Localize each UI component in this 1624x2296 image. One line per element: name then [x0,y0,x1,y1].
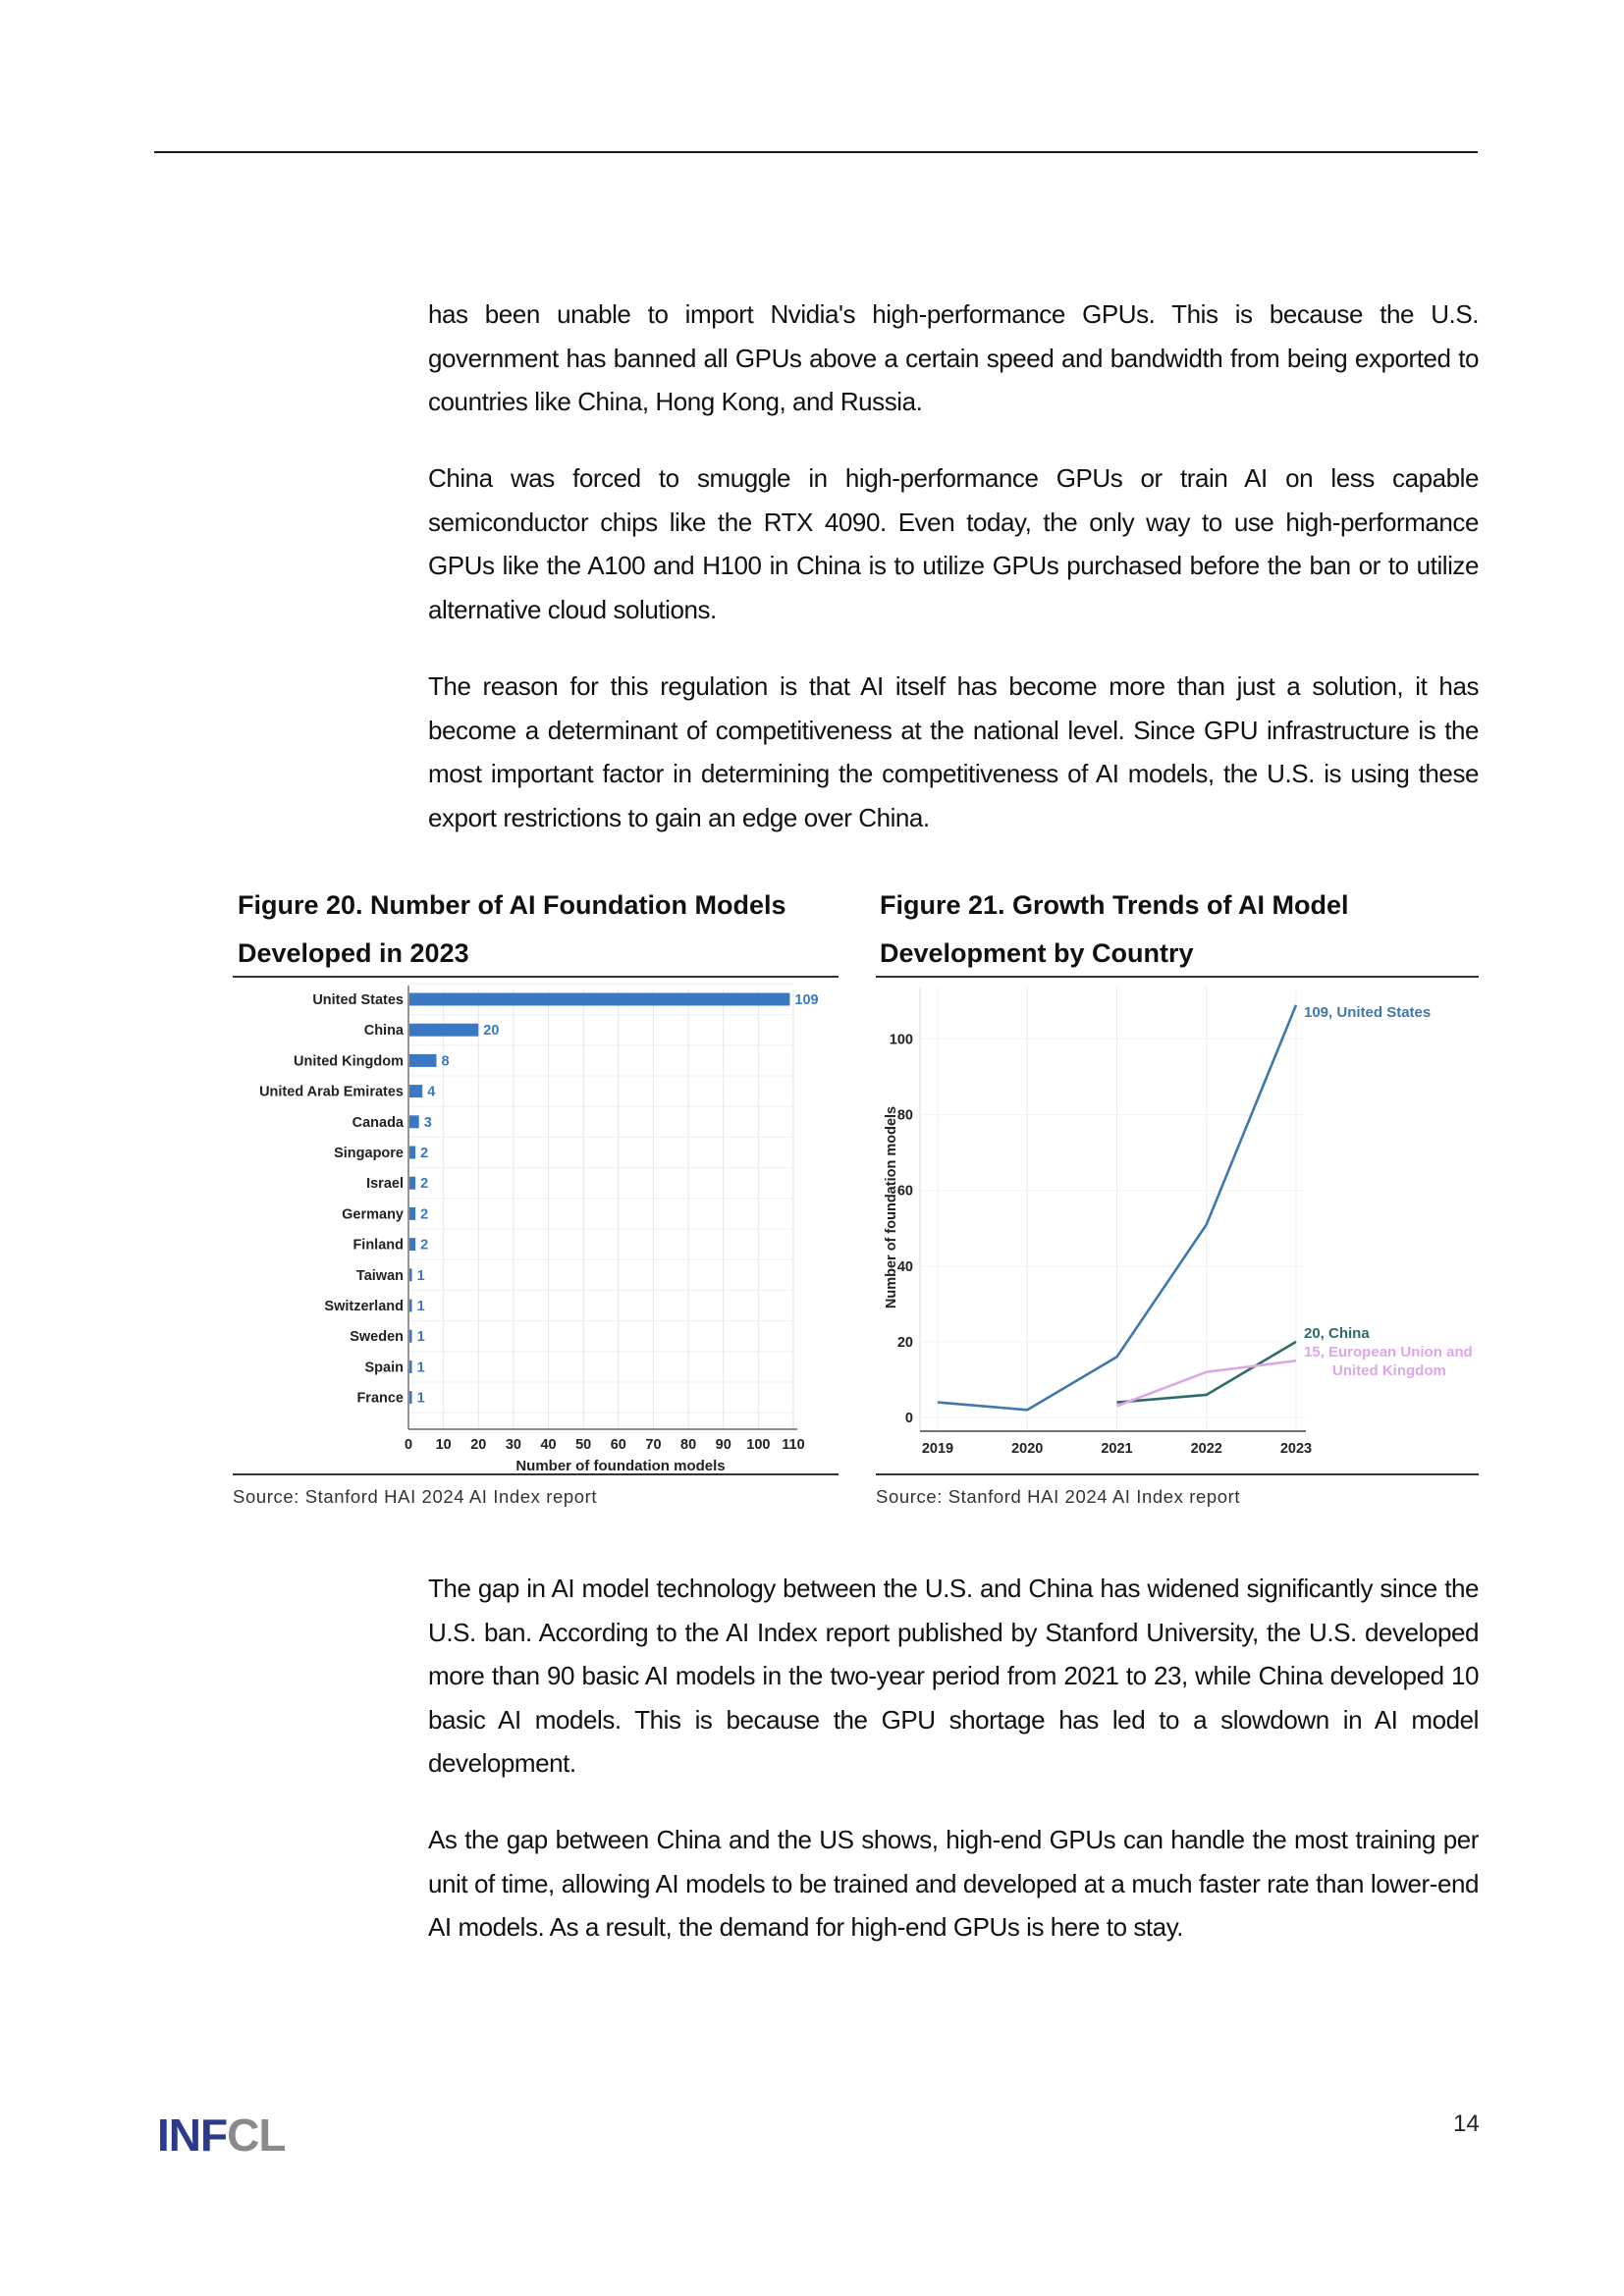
figure-20-bar-chart [233,982,839,1472]
bar [409,1177,415,1190]
bar-x-tick-label: 0 [404,1437,413,1453]
bar-data-label: 2 [420,1206,429,1223]
bar-data-label: 1 [416,1360,425,1376]
bar-x-tick-label: 50 [575,1437,592,1453]
bar-data-label: 2 [420,1237,429,1254]
line-x-tick-label: 2023 [1279,1441,1313,1457]
bar [409,1024,478,1037]
bar [409,1330,412,1343]
paragraph-5: As the gap between China and the US shows, high-end GPUs can handle the most training per unit of time, allowing AI models to be trained and developed at a much faster rate than lower-end AI models. As a result, the demand for high-end GPUs is here to stay. [428,1825,1479,1942]
bar-category-label: United States [312,992,404,1008]
logo [157,2109,285,2162]
bar-data-label: 2 [420,1176,429,1193]
bar [409,1147,415,1159]
bar-data-label: 2 [420,1146,429,1161]
paragraph-1: has been unable to import Nvidia's high-performance GPUs. This is because the U.S. government has banned all GPUs above a certain speed and bandwidth from being exported to countries like China, Hong Kong, and Russia. [428,299,1479,416]
bar [409,1085,422,1097]
line-series-label: United Kingdom [1332,1362,1446,1379]
paragraph-4: The gap in AI model technology between the U.S. and China has widened significantly since the U.S. ban. According to the AI Index report published by Stanford University, the U.S. developed more than 90 basic AI models in the two-year period from 2021 to 23, while China developed 10 basic AI models. This is because the GPU shortage has led to a slowdown in AI model development. [428,1574,1479,1778]
figure-20-source: Source: Stanford HAI 2024 AI Index report [233,1486,598,1507]
bar-x-tick-label: 10 [435,1437,452,1453]
line-y-tick-label: 0 [904,1411,913,1426]
figure-21-title-line2: Development by Country [880,938,1194,968]
bar-data-label: 4 [427,1084,436,1100]
figure-20-top-rule [233,976,839,978]
figure-20-title-line2: Developed in 2023 [238,938,469,968]
header-rule [154,151,1478,153]
paragraph-2: China was forced to smuggle in high-performance GPUs or train AI on less capable semiconductor chips like the RTX 4090. Even today, the only way to use high-performance GPUs like the A100 and H100 in China is to utilize GPUs purchased before the ban or to utilize alternative cloud solutions. [428,463,1479,624]
line-y-tick-label: 100 [889,1032,913,1048]
bar-data-label: 1 [416,1299,425,1314]
bar-category-label: Sweden [350,1329,404,1346]
figure-20-title-line1: Figure 20. Number of AI Foundation Models [238,890,786,920]
logo-inf-text: INF [157,2109,228,2161]
bar [409,1207,415,1220]
figure-21-source: Source: Stanford HAI 2024 AI Index report [876,1486,1241,1507]
bar-category-label: Canada [352,1114,404,1131]
line-series-label: 20, China [1304,1324,1370,1342]
bar [409,1238,415,1251]
bar-category-label: Finland [352,1237,404,1254]
bar-x-tick-label: 30 [505,1437,521,1453]
line-y-tick-label: 60 [896,1183,913,1200]
paragraph-3: The reason for this regulation is that AI itself has become more than just a solution, it has become a determinant of competitiveness at the national level. Since GPU infrastructure is the most important factor in determining the competitiveness of AI models, the U.S. is using these export restrictions to gain an edge over China. [428,671,1479,832]
bar-x-axis-label: Number of foundation models [515,1458,726,1472]
line-x-tick-label: 2021 [1101,1441,1133,1457]
bar-data-label: 20 [483,1023,500,1040]
bar-category-label: Israel [366,1176,404,1193]
bar-category-label: China [363,1023,404,1040]
line-y-tick-label: 20 [896,1334,913,1351]
bar-x-tick-label: 60 [610,1437,626,1453]
line-y-axis-label: Number of foundation models [884,1105,899,1309]
line-y-tick-label: 80 [896,1107,913,1124]
bar-category-label: United Kingdom [294,1053,404,1070]
bar-category-label: United Arab Emirates [259,1084,404,1100]
bar-category-label: Spain [364,1360,404,1376]
bar-data-label: 8 [441,1053,450,1070]
figure-21-top-rule [876,976,1479,978]
bar-x-tick-label: 90 [715,1437,731,1453]
bar-x-tick-label: 80 [680,1437,697,1453]
figure-21-title [880,881,1349,978]
bar-category-label: Switzerland [324,1299,404,1314]
bar-data-label: 3 [423,1114,432,1131]
bar-category-label: Taiwan [355,1267,404,1284]
figure-21-bottom-rule [876,1473,1479,1475]
bar-data-label: 1 [416,1390,425,1407]
line-x-tick-label: 2020 [1011,1441,1044,1457]
bar-category-label: France [356,1390,404,1407]
figure-20-bottom-rule [233,1473,839,1475]
bar-x-tick-label: 20 [470,1437,487,1453]
bar [409,1300,412,1312]
bar-data-label: 1 [416,1267,425,1284]
bar [409,1115,419,1128]
bar-category-label: Germany [342,1206,404,1223]
bar-x-tick-label: 70 [645,1437,662,1453]
bar [409,1361,412,1373]
figure-21-title-line1: Figure 21. Growth Trends of AI Model [880,890,1349,920]
bar-data-label: 109 [794,992,819,1008]
bar [409,1391,412,1404]
bar [409,1268,412,1281]
bar [409,1054,437,1067]
bar-x-tick-label: 100 [746,1437,771,1453]
page-number: 14 [1453,2110,1480,2137]
figure-20-title [238,881,786,978]
bar-x-tick-label: 40 [540,1437,557,1453]
line-x-tick-label: 2022 [1190,1441,1222,1457]
bar-category-label: Singapore [334,1146,404,1161]
figure-21-line-chart [876,982,1479,1472]
line-series-label: 15, European Union and [1304,1343,1473,1361]
bar-x-tick-label: 110 [782,1437,805,1453]
line-y-tick-label: 40 [896,1258,913,1275]
bar-data-label: 1 [416,1329,425,1346]
line-x-tick-label: 2019 [921,1441,954,1457]
line-series-label: 109, United States [1304,1003,1432,1021]
bar [409,993,789,1006]
logo-cl-text: CL [227,2109,286,2161]
